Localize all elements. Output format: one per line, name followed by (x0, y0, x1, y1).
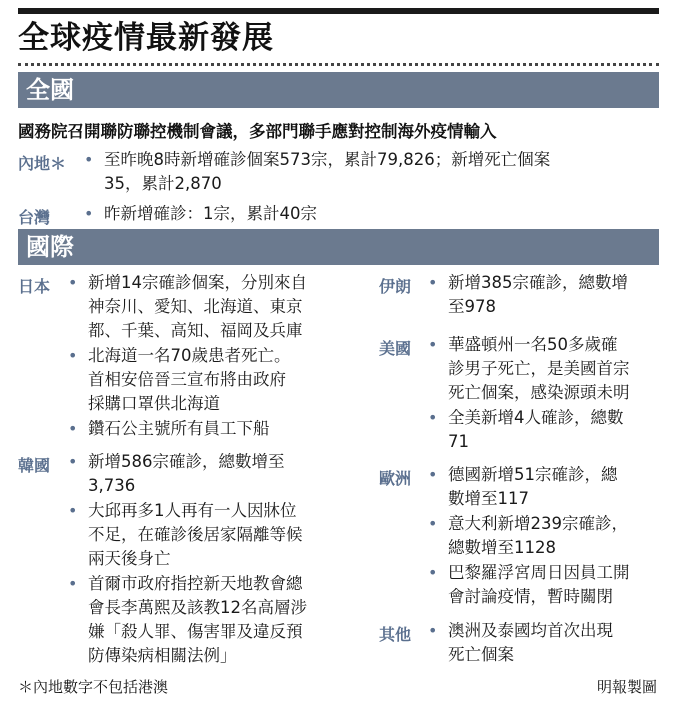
bullet: • (68, 452, 78, 471)
bullet: • (68, 501, 78, 520)
label-mainland: 內地＊ (18, 154, 67, 173)
text-others-1-2: 死亡個案 (448, 645, 514, 664)
label-usa: 美國 (379, 339, 412, 358)
label-korea: 韓國 (18, 456, 51, 475)
dotted-divider (18, 63, 659, 66)
text-korea-3-2: 會長李萬熙及該教12名高層涉 (88, 598, 307, 617)
text-iran-1-1: 新增385宗確診，總數增 (448, 273, 628, 292)
label-europe: 歐洲 (379, 469, 412, 488)
text-japan-2-3: 採購口罩供北海道 (88, 394, 220, 413)
bullet: • (84, 204, 94, 223)
text-japan-1-2: 神奈川、愛知、北海道、東京 (88, 297, 303, 316)
bullet: • (84, 150, 94, 169)
bullet: • (428, 563, 438, 582)
text-iran-1-2: 至978 (448, 297, 496, 316)
credit: 明報製圖 (596, 678, 657, 696)
bullet: • (428, 621, 438, 640)
bullet: • (428, 335, 438, 354)
footnote: ＊內地數字不包括港澳 (18, 678, 169, 696)
text-europe-3-1: 巴黎羅浮宮周日因員工開 (448, 563, 630, 582)
headline: 國務院召開聯防聯控機制會議，多部門聯手應對控制海外疫情輸入 (18, 122, 497, 141)
text-usa-1-3: 死亡個案，感染源頭未明 (448, 383, 630, 402)
text-usa-2-2: 71 (448, 432, 469, 451)
section-header-national: 全國 (18, 72, 659, 108)
text-japan-1-1: 新增14宗確診個案，分別來自 (88, 273, 307, 292)
section-header-international: 國際 (18, 229, 659, 265)
text-usa-2-1: 全美新增4人確診，總數 (448, 408, 624, 427)
text-korea-2-3: 兩天後身亡 (88, 549, 171, 568)
text-europe-2-1: 意大利新增239宗確診， (448, 514, 628, 533)
text-japan-3-1: 鑽石公主號所有員工下船 (88, 419, 270, 438)
bullet: • (68, 574, 78, 593)
text-korea-1-1: 新增586宗確診，總數增至 (88, 452, 285, 471)
text-europe-3-2: 會討論疫情，暫時關閉 (448, 587, 613, 606)
bullet: • (68, 273, 78, 292)
page-title: 全球疫情最新發展 (18, 20, 274, 56)
bullet: • (428, 273, 438, 292)
text-taiwan: 昨新增確診：1宗，累計40宗 (104, 204, 317, 223)
text-korea-3-3: 嫌「殺人罪、傷害罪及違反預 (88, 622, 303, 641)
bullet: • (68, 419, 78, 438)
text-korea-2-1: 大邱再多1人再有一人因牀位 (88, 501, 297, 520)
text-mainland-1: 至昨晚8時新增確診個案573宗，累計79,826；新增死亡個案 (104, 150, 551, 169)
text-korea-3-1: 首爾市政府指控新天地教會總 (88, 574, 303, 593)
bullet: • (428, 514, 438, 533)
label-taiwan: 台灣 (18, 208, 51, 227)
text-europe-1-1: 德國新增51宗確診，總 (448, 465, 618, 484)
bullet: • (68, 346, 78, 365)
bullet: • (428, 465, 438, 484)
text-korea-1-2: 3,736 (88, 476, 136, 495)
text-usa-1-1: 華盛頓州一名50多歲確 (448, 335, 618, 354)
label-japan: 日本 (18, 277, 51, 296)
label-iran: 伊朗 (379, 277, 412, 296)
label-others: 其他 (379, 625, 412, 644)
text-korea-3-4: 防傳染病相關法例」 (88, 646, 237, 665)
text-others-1-1: 澳洲及泰國均首次出現 (448, 621, 613, 640)
text-europe-1-2: 數增至117 (448, 489, 529, 508)
top-rule (18, 8, 659, 14)
text-japan-2-2: 首相安倍晉三宣布將由政府 (88, 370, 286, 389)
text-japan-2-1: 北海道一名70歲患者死亡。 (88, 346, 291, 365)
text-mainland-2: 35，累計2,870 (104, 174, 222, 193)
text-japan-1-3: 都、千葉、高知、福岡及兵庫 (88, 321, 303, 340)
text-korea-2-2: 不足，在確診後居家隔離等候 (88, 525, 303, 544)
text-europe-2-2: 總數增至1128 (448, 538, 556, 557)
bullet: • (428, 408, 438, 427)
text-usa-1-2: 診男子死亡，是美國首宗 (448, 359, 630, 378)
